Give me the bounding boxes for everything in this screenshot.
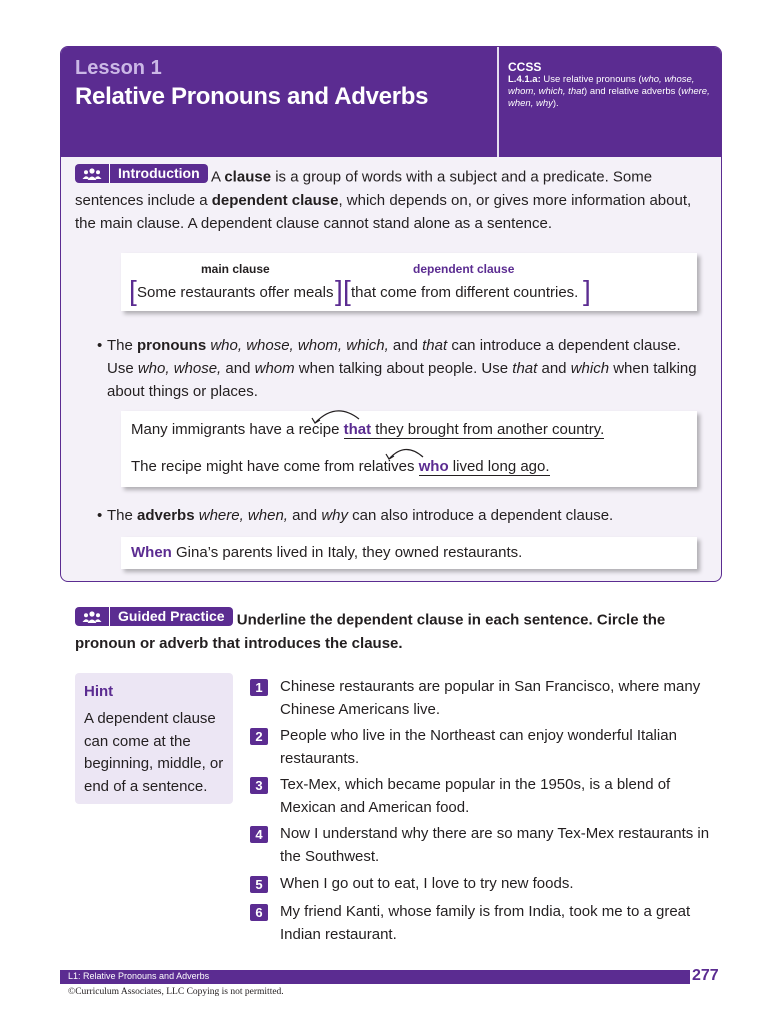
hint-title: Hint [84,683,114,700]
keyword-when: When [131,544,172,561]
dependent-clause-text: that come from different countries. [351,284,579,301]
intro-text: A [207,168,225,186]
item-number: 4 [250,826,268,843]
lesson-number: Lesson 1 [75,57,162,79]
main-clause-text: Some restaurants offer meals [137,284,334,301]
bullet-italic: whom [254,360,295,377]
adverb-example-card [121,537,697,569]
hint-box [75,673,233,804]
bullet-text: can introduce a dependent clause. Use [107,337,681,377]
item-text: Tex-Mex, which became popular in the 1950s, is a blend of Mexican and American food. [280,776,671,816]
ccss-adverbs: where, when, why [508,86,710,109]
bullet-text: and [221,360,255,377]
bullet-italic: who, whose, [137,360,222,377]
item-text: People who live in the Northeast can enjoy wonderful Italian restaurants. [280,727,677,767]
instructions-text: Underline the dependent clause in each sentence. Circle the pronoun or adverb that introduces the clause. [75,611,666,652]
ccss-label: CCSS [508,60,542,74]
bullet-italic: that [422,337,448,354]
page-number: 277 [692,967,719,984]
intro-text: is a group of words with a subject and a predicate. Some sentences include a [75,168,653,209]
bullet-text: when talking about things or places. [107,360,697,400]
guided-practice-instructions [75,607,715,655]
header-divider [497,47,499,157]
dependent-clause-text: lived long ago. [448,458,550,475]
bullet-italic: who, whose, whom, which, [210,337,389,354]
example-sentence-that [131,421,604,438]
sentence-text: Gina’s parents lived in Italy, they owned restaurants. [171,544,523,561]
bullet-text: when talking about people. Use [294,360,513,377]
term-clause: clause [224,168,272,186]
guided-practice-tag-label: Guided Practice [118,608,225,624]
bullet-text: and [537,360,571,377]
bullet-text: The [107,507,138,524]
dependent-clause-label: dependent clause [413,262,515,276]
pronoun-example-card [121,411,697,487]
ccss-text: ) and relative adverbs ( [584,86,682,97]
introduction-tag-label: Introduction [118,165,200,181]
bullet-italic: which [570,360,610,377]
ccss-standard [508,61,713,110]
keyword-who: who [418,458,449,475]
group-people-icon [75,607,110,626]
introduction-paragraph [75,164,711,235]
item-number: 6 [250,904,268,921]
item-text: Chinese restaurants are popular in San Francisco, where many Chinese Americans live. [280,678,701,718]
bullet-text: The [107,337,138,354]
bullet-text: can also introduce a dependent clause. [348,507,614,524]
term-adverbs: adverbs [137,507,195,524]
copyright-notice: ©Curriculum Associates, LLC Copying is not permitted. [68,987,284,997]
bullet-text: and [388,337,423,354]
lesson-frame [60,46,722,582]
bracket-close-icon: ] [335,275,343,306]
item-number: 3 [250,777,268,794]
intro-text: , which depends on, or gives more information about, the main clause. A dependent clause cannot stand alone as a sentence. [75,191,692,232]
pronouns-bullet [97,334,697,403]
item-text: Now I understand why there are so many Tex-Mex restaurants in the Southwest. [280,825,710,865]
dependent-clause-text: they brought from another country. [371,421,605,438]
bracket-open-icon: [ [129,275,137,306]
sentence-text: Many immigrants have a recipe [131,421,344,438]
bullet-icon: • [97,337,103,354]
lesson-header [61,47,721,157]
bullet-italic: why [321,507,349,524]
ccss-text: Use relative pronouns ( [540,74,642,85]
adverbs-bullet [97,504,697,527]
main-clause-label: main clause [201,262,270,276]
bullet-text: and [287,507,322,524]
group-people-icon [75,164,110,183]
example-sentence-who [131,458,550,475]
introduction-tag [75,164,208,183]
item-number: 2 [250,728,268,745]
bracket-open-icon: [ [343,275,351,306]
item-text: When I go out to eat, I love to try new foods. [280,875,574,892]
sentence-text: The recipe might have come from relatives [131,458,419,475]
keyword-that: that [343,421,372,438]
hint-text: A dependent clause can come at the beginning, middle, or end of a sentence. [84,710,224,795]
footer-title: L1: Relative Pronouns and Adverbs [68,971,210,981]
bullet-italic: where, when, [198,507,288,524]
bullet-icon: • [97,507,103,524]
lesson-title: Relative Pronouns and Adverbs [75,83,429,110]
item-number: 5 [250,876,268,893]
item-text: My friend Kanti, whose family is from India, took me to a great Indian restaurant. [280,903,691,943]
ccss-pronouns: who, whose, whom, which, that [508,74,695,97]
item-number: 1 [250,679,268,696]
guided-practice-tag [75,607,233,626]
term-dependent-clause: dependent clause [211,191,339,209]
bullet-italic: that [512,360,538,377]
footer-bar [60,970,690,984]
clause-example-card [121,253,697,311]
term-pronouns: pronouns [137,337,207,354]
ccss-text: ). [552,98,559,109]
example-sentence-when [131,544,522,561]
bracket-close-icon: ] [583,275,591,306]
ccss-code: L.4.1.a: [508,74,541,85]
